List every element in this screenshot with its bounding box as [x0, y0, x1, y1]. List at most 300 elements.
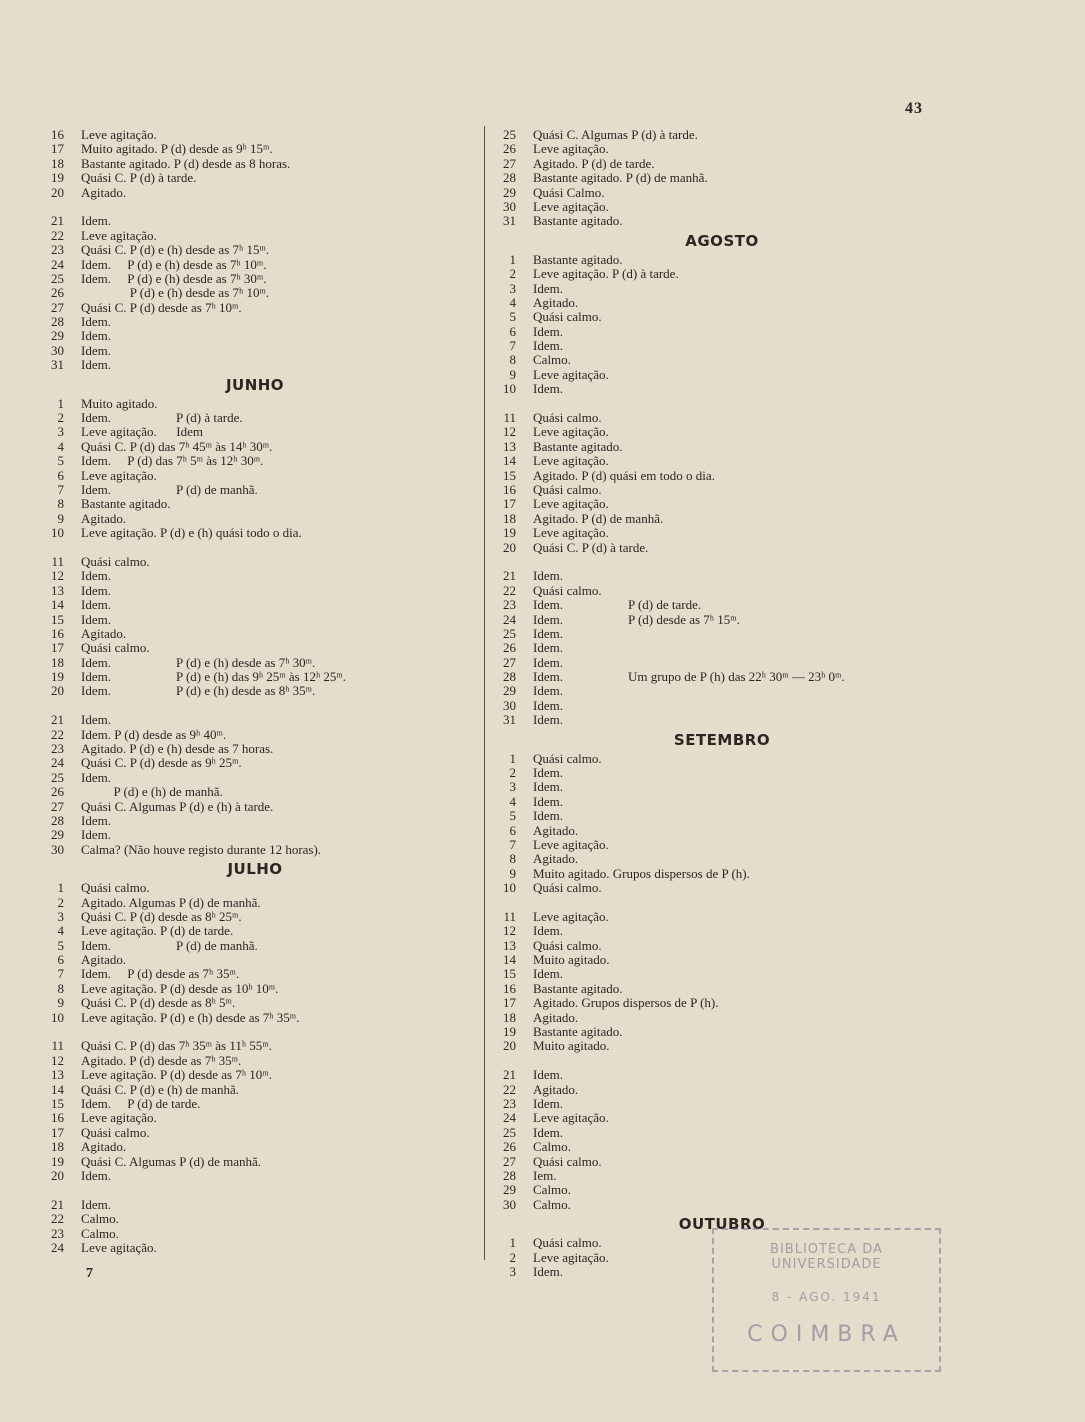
- entry-text: Agitado.: [533, 1081, 579, 1097]
- entry-text: Idem.: [533, 793, 563, 809]
- entry-row: [40, 1140, 470, 1154]
- entry-day: 1: [509, 1235, 516, 1251]
- entry-day: 9: [509, 865, 516, 881]
- entry-row: [492, 982, 952, 996]
- entry-text: Idem. P (d) de manhã.: [81, 481, 258, 497]
- entry-day: 31: [503, 712, 516, 728]
- entry-day: 7: [57, 481, 64, 497]
- entry-text: Quási calmo.: [81, 880, 150, 896]
- entry-day: 31: [51, 357, 64, 373]
- entry-text: Agitado. P (d) de manhã.: [533, 510, 664, 526]
- entry-row: [492, 809, 952, 823]
- entry-row: [40, 967, 470, 981]
- entry-text: Idem.: [533, 338, 563, 354]
- entry-day: 29: [51, 827, 64, 843]
- entry-text: Agitado.: [533, 1009, 579, 1025]
- entry-text: Leve agitação.: [533, 141, 609, 157]
- entry-day: 22: [51, 1211, 64, 1227]
- entry-day: 6: [509, 323, 516, 339]
- entry-text: Leve agitação.: [81, 127, 157, 142]
- entry-row: [492, 1039, 952, 1053]
- entry-row: [492, 752, 952, 766]
- entry-day: 15: [51, 1096, 64, 1111]
- entry-day: 11: [503, 410, 516, 426]
- entry-row: [40, 454, 470, 468]
- entry-row: [40, 171, 470, 185]
- entry-day: 7: [509, 338, 516, 354]
- entry-text: Quási C. P (d) desde as 7ʰ 10ᵐ.: [81, 299, 242, 315]
- entry-text: Idem.: [81, 582, 111, 598]
- entry-text: Muito agitado.: [533, 1038, 610, 1054]
- entry-day: 15: [503, 467, 516, 483]
- entry-day: 30: [51, 342, 64, 358]
- entry-text: Idem.: [533, 1263, 563, 1279]
- entry-text: Idem. P (d) desde as 9ʰ 40ᵐ.: [81, 726, 227, 742]
- entry-text: Idem. P (d) à tarde.: [81, 410, 243, 426]
- signature-mark: 7: [86, 1266, 93, 1281]
- entry-day: 27: [503, 155, 516, 171]
- entry-text: Quási calmo.: [81, 640, 150, 656]
- entry-row: [40, 1083, 470, 1097]
- entry-row: [492, 627, 952, 641]
- entry-row: [492, 1140, 952, 1154]
- entry-day: 27: [503, 1153, 516, 1169]
- entry-text: Idem.: [81, 1167, 111, 1183]
- entry-day: 12: [503, 424, 516, 440]
- entry-row: [40, 641, 470, 655]
- entry-text: Agitado. P (d) de tarde.: [533, 155, 655, 171]
- month-heading: OUTUBRO: [678, 1215, 766, 1234]
- entry-day: 24: [503, 1110, 516, 1126]
- entry-text: Muito agitado. P (d) desde as 9ʰ 15ᵐ.: [81, 141, 273, 157]
- entry-text: Agitado.: [81, 1139, 127, 1155]
- entry-text: Quási C. P (d) desde as 9ʰ 25ᵐ.: [81, 755, 242, 771]
- entry-day: 2: [509, 266, 516, 282]
- entry-text: Agitado. Grupos dispersos de P (h).: [533, 995, 719, 1011]
- entry-day: 7: [57, 966, 64, 982]
- entry-row: [40, 1011, 470, 1025]
- entry-row: [40, 142, 470, 156]
- entry-text: Quási C. P (d) à tarde.: [533, 539, 649, 555]
- spacer: [492, 555, 952, 569]
- entry-text: Idem.: [533, 1096, 563, 1111]
- entry-text: Agitado.: [81, 510, 127, 526]
- entry-row: [492, 483, 952, 497]
- entry-row: [40, 598, 470, 612]
- entry-day: 17: [51, 1124, 64, 1140]
- entry-day: 21: [503, 568, 516, 584]
- entry-row: [40, 512, 470, 526]
- entry-row: [40, 440, 470, 454]
- entry-row: [492, 656, 952, 670]
- entry-row: [492, 1111, 952, 1125]
- entry-row: [492, 1068, 952, 1082]
- entry-row: [492, 713, 952, 727]
- entry-text: Leve agitação.: [533, 1110, 609, 1126]
- entry-row: [40, 800, 470, 814]
- spacer: [40, 699, 470, 713]
- month-heading: JUNHO: [225, 375, 285, 394]
- entry-day: 24: [51, 755, 64, 771]
- entry-row: [492, 469, 952, 483]
- entry-row: [40, 358, 470, 372]
- entry-day: 4: [509, 294, 516, 310]
- entry-text: Quási calmo.: [533, 309, 602, 325]
- entry-row: [40, 425, 470, 439]
- entry-row: [492, 1097, 952, 1111]
- entry-text: Leve agitação. P (d) à tarde.: [533, 266, 679, 282]
- entry-day: 20: [51, 683, 64, 699]
- stamp-line-2: 8 - AGO. 1941: [771, 1290, 882, 1304]
- entry-row: [492, 824, 952, 838]
- entry-row: [40, 756, 470, 770]
- entry-day: 8: [57, 980, 64, 996]
- entry-text: Agitado. P (d) desde as 7ʰ 35ᵐ.: [81, 1052, 242, 1068]
- entry-text: Quási calmo.: [81, 1124, 150, 1140]
- entry-text: Quási C. P (d) e (h) desde as 7ʰ 15ᵐ.: [81, 242, 270, 258]
- entry-text: Bastante agitado.: [533, 438, 623, 454]
- entry-text: Leve agitação.: [81, 1239, 157, 1255]
- entry-row: [40, 128, 470, 142]
- entry-day: 6: [57, 952, 64, 968]
- entry-day: 2: [509, 765, 516, 781]
- entry-day: 31: [503, 213, 516, 229]
- entry-row: [492, 924, 952, 938]
- entry-row: [40, 613, 470, 627]
- entry-text: Idem. Um grupo de P (h) das 22ʰ 30ᵐ — 23ʰ 0ᵐ.: [533, 669, 845, 685]
- entry-text: Leve agitação.: [81, 1110, 157, 1126]
- entry-day: 8: [57, 496, 64, 512]
- entry-day: 26: [51, 285, 64, 301]
- entry-text: Quási Calmo.: [533, 184, 605, 200]
- entry-text: Quási calmo.: [533, 481, 602, 497]
- entry-text: Bastante agitado.: [533, 251, 623, 267]
- entry-row: [492, 339, 952, 353]
- entry-row: [492, 967, 952, 981]
- entry-row: [492, 1011, 952, 1025]
- entry-day: 27: [503, 654, 516, 670]
- entry-day: 26: [503, 1139, 516, 1155]
- entry-text: Agitado.: [533, 822, 579, 838]
- entry-row: [492, 440, 952, 454]
- library-stamp: [712, 1228, 941, 1372]
- entry-day: 28: [503, 170, 516, 186]
- entry-text: Idem.: [533, 280, 563, 296]
- entry-day: 1: [509, 750, 516, 766]
- entry-row: [492, 996, 952, 1010]
- entry-text: Idem. P (d) e (h) desde as 7ʰ 10ᵐ.: [81, 256, 267, 272]
- entry-row: [40, 814, 470, 828]
- entry-text: Leve agitação. P (d) de tarde.: [81, 923, 234, 939]
- spacer: [40, 1183, 470, 1197]
- entry-row: [40, 771, 470, 785]
- entry-day: 18: [503, 1009, 516, 1025]
- entry-text: Idem.: [81, 611, 111, 627]
- entry-row: [40, 157, 470, 171]
- entry-row: [40, 896, 470, 910]
- stamp-line-3: COIMBRA: [747, 1322, 906, 1347]
- entry-text: Idem.: [533, 1067, 563, 1083]
- entry-day: 22: [503, 1081, 516, 1097]
- entry-row: [40, 1111, 470, 1125]
- entry-row: [40, 1068, 470, 1082]
- entry-text: Quási calmo.: [533, 1153, 602, 1169]
- entry-day: 24: [51, 1239, 64, 1255]
- entry-row: [492, 1183, 952, 1197]
- entry-text: Idem.: [81, 357, 111, 373]
- entry-text: Quási calmo.: [533, 1235, 602, 1251]
- entry-text: Leve agitação. P (d) e (h) quási todo o dia.: [81, 525, 302, 541]
- spacer: [492, 896, 952, 910]
- entry-day: 29: [51, 328, 64, 344]
- entry-row: [40, 996, 470, 1010]
- entry-text: Idem. P (d) de tarde.: [81, 1096, 201, 1111]
- entry-row: [492, 1025, 952, 1039]
- spacer: [40, 200, 470, 214]
- entry-row: [40, 344, 470, 358]
- entry-day: 5: [57, 937, 64, 953]
- entry-text: Leve agitação.: [533, 453, 609, 469]
- entry-day: 12: [51, 568, 64, 584]
- entry-row: [40, 656, 470, 670]
- entry-day: 17: [503, 995, 516, 1011]
- entry-day: 18: [51, 1139, 64, 1155]
- entry-row: [492, 310, 952, 324]
- entry-row: [492, 128, 952, 142]
- entry-day: 23: [503, 1096, 516, 1111]
- entry-day: 11: [51, 553, 64, 569]
- entry-day: 14: [503, 952, 516, 968]
- entry-day: 29: [503, 683, 516, 699]
- entry-day: 16: [51, 625, 64, 641]
- entry-row: [40, 953, 470, 967]
- entry-row: [40, 229, 470, 243]
- entry-row: [492, 1169, 952, 1183]
- column-divider: [484, 126, 485, 1260]
- entry-text: Agitado.: [533, 851, 579, 867]
- entry-day: 27: [51, 299, 64, 315]
- entry-day: 29: [503, 1182, 516, 1198]
- entry-text: Quási C. P (d) à tarde.: [81, 170, 197, 186]
- entry-row: [492, 541, 952, 555]
- entry-text: Quási calmo.: [533, 750, 602, 766]
- entry-row: [492, 425, 952, 439]
- entry-day: 19: [503, 1024, 516, 1040]
- entry-text: Leve agitação. P (d) desde as 7ʰ 10ᵐ.: [81, 1067, 272, 1083]
- entry-row: [492, 253, 952, 267]
- entry-row: [492, 598, 952, 612]
- entry-text: Calmo.: [533, 1196, 571, 1212]
- entry-day: 21: [51, 712, 64, 728]
- entry-text: Leve agitação.: [533, 908, 609, 924]
- entry-day: 9: [57, 510, 64, 526]
- entry-text: Agitado. P (d) quási em todo o dia.: [533, 467, 715, 483]
- entry-text: Idem.: [533, 683, 563, 699]
- entry-text: Idem.: [81, 328, 111, 344]
- entry-text: Calmo.: [533, 352, 571, 368]
- entry-day: 23: [51, 242, 64, 258]
- entry-row: [40, 1241, 470, 1255]
- entry-day: 22: [503, 582, 516, 598]
- entry-text: Quási C. P (d) e (h) de manhã.: [81, 1081, 240, 1097]
- entry-day: 18: [51, 155, 64, 171]
- entry-day: 10: [503, 880, 516, 896]
- entry-row: [492, 569, 952, 583]
- entry-row: [492, 613, 952, 627]
- entry-text: Idem.: [533, 654, 563, 670]
- entry-text: Idem.: [533, 1124, 563, 1140]
- entry-day: 21: [51, 213, 64, 229]
- month-heading: JULHO: [227, 860, 283, 879]
- entry-text: Idem. P (d) e (h) desde as 7ʰ 30ᵐ.: [81, 270, 267, 286]
- entry-day: 26: [51, 784, 64, 800]
- entry-text: Agitado. P (d) e (h) desde as 7 horas.: [81, 741, 274, 757]
- entry-day: 11: [503, 908, 516, 924]
- entry-day: 9: [57, 995, 64, 1011]
- entry-day: 13: [51, 582, 64, 598]
- entry-row: [40, 1198, 470, 1212]
- spacer: [40, 1025, 470, 1039]
- entry-row: [492, 670, 952, 684]
- entry-text: Calmo.: [533, 1139, 571, 1155]
- entry-text: Agitado. Algumas P (d) de manhã.: [81, 894, 261, 910]
- page-number: 43: [905, 100, 923, 117]
- entry-day: 13: [503, 438, 516, 454]
- entry-row: [40, 1126, 470, 1140]
- entry-day: 1: [57, 880, 64, 896]
- entry-day: 19: [51, 1153, 64, 1169]
- spacer: [492, 397, 952, 411]
- entry-day: 12: [503, 923, 516, 939]
- entry-row: [40, 411, 470, 425]
- entry-day: 28: [51, 314, 64, 330]
- entry-day: 29: [503, 184, 516, 200]
- entry-day: 23: [503, 597, 516, 613]
- entry-text: Idem.: [533, 568, 563, 584]
- entry-row: [40, 1155, 470, 1169]
- entry-row: [492, 1083, 952, 1097]
- entry-row: [492, 641, 952, 655]
- entry-day: 15: [51, 611, 64, 627]
- entry-day: 12: [51, 1052, 64, 1068]
- entry-row: [492, 939, 952, 953]
- entry-text: Leve agitação.: [81, 467, 157, 483]
- entry-day: 30: [503, 1196, 516, 1212]
- entry-day: 1: [57, 395, 64, 411]
- entry-day: 20: [51, 184, 64, 200]
- entry-day: 16: [51, 127, 64, 142]
- entry-row: [492, 214, 952, 228]
- entry-day: 2: [57, 410, 64, 426]
- entry-row: [40, 243, 470, 257]
- month-heading: AGOSTO: [685, 231, 759, 250]
- entry-text: Quási C. Algumas P (d) e (h) à tarde.: [81, 798, 274, 814]
- entry-row: [492, 267, 952, 281]
- entry-day: 22: [51, 726, 64, 742]
- entry-row: [40, 924, 470, 938]
- entry-row: [492, 1126, 952, 1140]
- entry-day: 26: [503, 141, 516, 157]
- entry-day: 19: [503, 525, 516, 541]
- entry-row: [40, 526, 470, 540]
- entry-day: 10: [51, 525, 64, 541]
- entry-day: 26: [503, 640, 516, 656]
- entry-text: Agitado.: [81, 952, 127, 968]
- entry-text: Quási C. Algumas P (d) de manhã.: [81, 1153, 262, 1169]
- entry-text: Idem. P (d) desde as 7ʰ 15ᵐ.: [533, 611, 740, 627]
- entry-day: 2: [57, 894, 64, 910]
- entry-day: 18: [51, 654, 64, 670]
- entry-text: Idem. P (d) de tarde.: [533, 597, 702, 613]
- entry-day: 22: [51, 227, 64, 243]
- entry-day: 3: [57, 908, 64, 924]
- entry-day: 25: [503, 1124, 516, 1140]
- entry-text: Idem.: [533, 712, 563, 728]
- entry-day: 6: [509, 822, 516, 838]
- entry-day: 6: [57, 467, 64, 483]
- entry-row: [492, 881, 952, 895]
- entry-day: 7: [509, 836, 516, 852]
- entry-text: Idem.: [81, 769, 111, 785]
- entry-text: Bastante agitado. P (d) de manhã.: [533, 170, 708, 186]
- entry-day: 5: [509, 808, 516, 824]
- entry-row: [492, 780, 952, 794]
- entry-day: 27: [51, 798, 64, 814]
- entry-text: Idem.: [81, 1196, 111, 1212]
- entry-row: [492, 1155, 952, 1169]
- entry-day: 10: [503, 381, 516, 397]
- entry-text: Quási C. P (d) desde as 8ʰ 25ᵐ.: [81, 908, 242, 924]
- entry-text: Leve agitação. P (d) desde as 10ʰ 10ᵐ.: [81, 980, 279, 996]
- entry-text: Bastante agitado.: [533, 213, 623, 229]
- entry-row: [492, 497, 952, 511]
- entry-day: 8: [509, 352, 516, 368]
- entry-text: Idem.: [533, 765, 563, 781]
- entry-text: Calma? (Não houve registo durante 12 horas).: [81, 841, 322, 857]
- entry-day: 19: [51, 669, 64, 685]
- entry-text: Leve agitação.: [533, 424, 609, 440]
- entry-day: 15: [503, 966, 516, 982]
- left-column: [40, 128, 470, 1255]
- entry-day: 20: [503, 539, 516, 555]
- entry-day: 5: [509, 309, 516, 325]
- entry-text: Idem.: [81, 712, 111, 728]
- entry-row: [40, 315, 470, 329]
- entry-row: [40, 1169, 470, 1183]
- entry-row: [40, 397, 470, 411]
- entry-text: Leve agitação.: [533, 836, 609, 852]
- entry-row: [40, 569, 470, 583]
- entry-row: [492, 142, 952, 156]
- entry-row: [492, 526, 952, 540]
- entry-day: 28: [503, 1167, 516, 1183]
- entry-text: Idem.: [81, 597, 111, 613]
- entry-day: 3: [509, 779, 516, 795]
- entry-text: P (d) e (h) desde as 7ʰ 10ᵐ.: [81, 285, 270, 301]
- entry-day: 25: [51, 769, 64, 785]
- entry-text: Leve agitação.: [81, 227, 157, 243]
- entry-text: Quási calmo.: [533, 410, 602, 426]
- entry-day: 10: [51, 1009, 64, 1025]
- entry-text: Idem.: [533, 966, 563, 982]
- entry-day: 11: [51, 1038, 64, 1054]
- entry-row: [492, 838, 952, 852]
- entry-text: Calmo.: [533, 1182, 571, 1198]
- entry-text: Idem.: [81, 213, 111, 229]
- entry-row: [40, 186, 470, 200]
- entry-text: Agitado.: [81, 184, 127, 200]
- entry-row: [40, 939, 470, 953]
